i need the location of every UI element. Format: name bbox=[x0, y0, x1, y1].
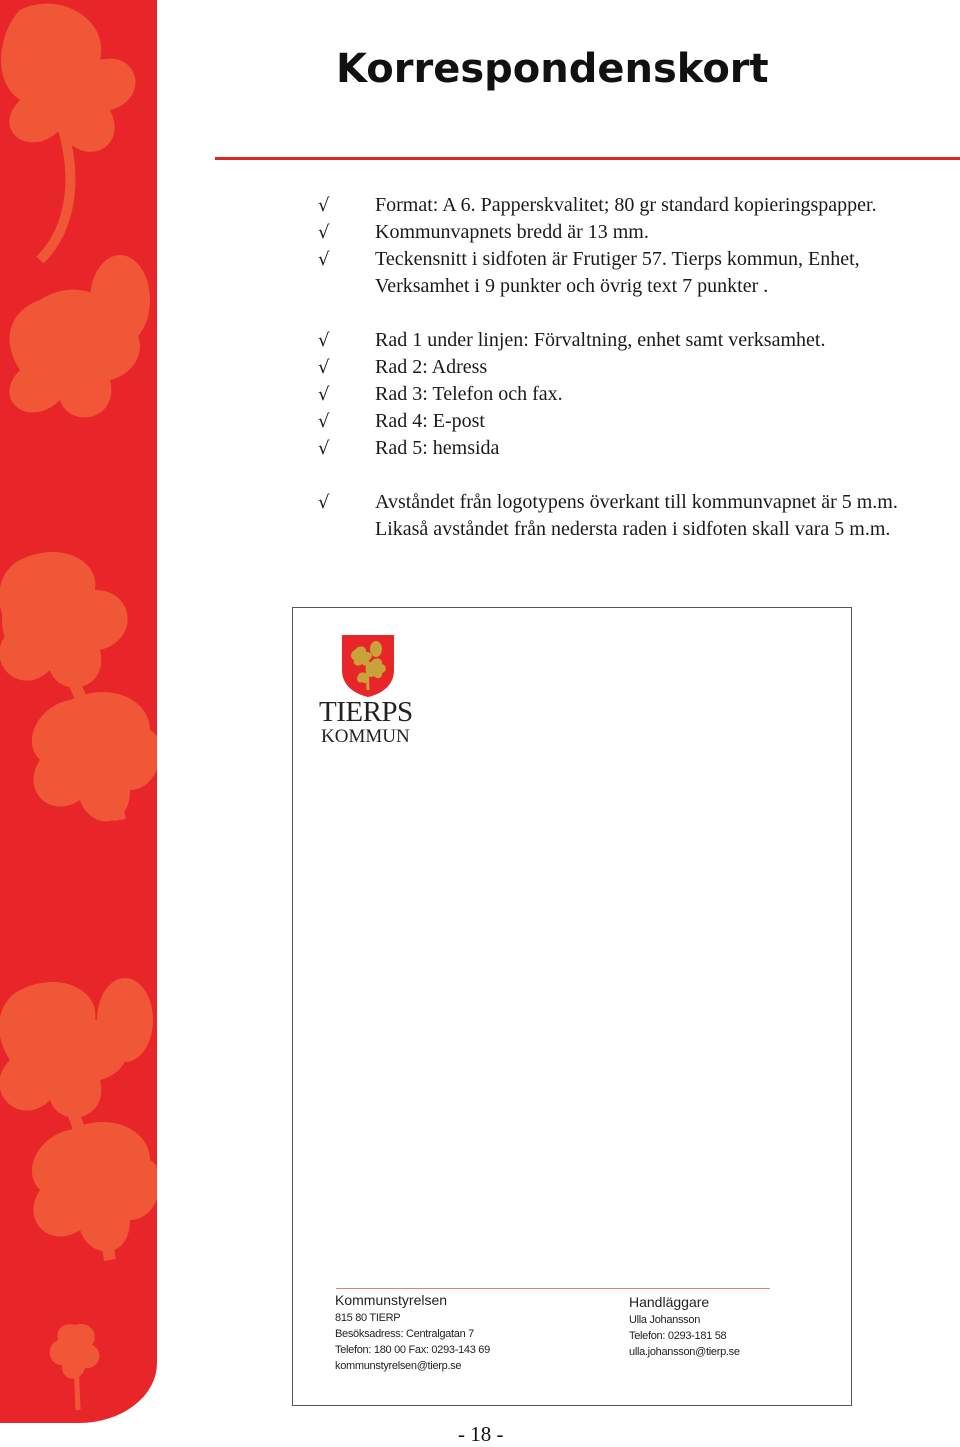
footer-sender-heading: Kommunstyrelsen bbox=[335, 1292, 448, 1308]
footer-divider bbox=[336, 1288, 770, 1289]
check-mark-icon: √ bbox=[318, 195, 330, 216]
check-mark-icon: √ bbox=[318, 222, 330, 243]
list-item-text: Verksamhet i 9 punkter och övrig text 7 punkter . bbox=[375, 275, 769, 297]
list-item bbox=[318, 219, 938, 246]
list-item bbox=[318, 192, 938, 219]
check-mark-icon: √ bbox=[318, 438, 330, 459]
footer-sender-line: kommunstyrelsen@tierp.se bbox=[335, 1360, 462, 1372]
list-item-text: Format: A 6. Papperskvalitet; 80 gr standard kopieringspapper. bbox=[375, 194, 877, 216]
logo-wordmark-line1: TIERPS bbox=[319, 696, 413, 728]
list-item bbox=[318, 327, 938, 354]
list-item-text: Likaså avståndet från nedersta raden i sidfoten skall vara 5 m.m. bbox=[375, 518, 891, 540]
list-item-text: Rad 1 under linjen: Förvaltning, enhet samt verksamhet. bbox=[375, 329, 826, 351]
list-item-text: Rad 3: Telefon och fax. bbox=[375, 383, 563, 405]
list-item bbox=[318, 354, 938, 381]
page-title: Korrespondenskort bbox=[336, 46, 769, 92]
footer-sender-line: 815 80 TIERP bbox=[335, 1312, 401, 1324]
check-mark-icon: √ bbox=[318, 384, 330, 405]
side-decor-band bbox=[0, 0, 157, 1423]
footer-handler-line: ulla.johansson@tierp.se bbox=[629, 1346, 740, 1358]
list-item-text: Rad 5: hemsida bbox=[375, 437, 500, 459]
check-mark-icon: √ bbox=[318, 411, 330, 432]
list-item bbox=[318, 489, 938, 516]
list-item bbox=[318, 408, 938, 435]
check-mark-icon: √ bbox=[318, 492, 330, 513]
footer-handler-line: Telefon: 0293-181 58 bbox=[629, 1330, 727, 1342]
list-item-text: Rad 4: E-post bbox=[375, 410, 485, 432]
title-divider bbox=[215, 157, 960, 160]
footer-sender-line: Besöksadress: Centralgatan 7 bbox=[335, 1328, 474, 1340]
spec-checklist bbox=[318, 192, 938, 543]
list-item-text: Avståndet från logotypens överkant till kommunvapnet är 5 m.m. bbox=[375, 491, 898, 513]
hop-pattern-icon bbox=[0, 0, 157, 1423]
list-item-continuation bbox=[318, 273, 938, 300]
list-item-text: Kommunvapnets bredd är 13 mm. bbox=[375, 221, 649, 243]
page-number: - 18 - bbox=[458, 1422, 504, 1446]
coat-of-arms-icon bbox=[341, 634, 395, 698]
footer-handler-line: Ulla Johansson bbox=[629, 1314, 701, 1326]
correspondence-card bbox=[292, 607, 852, 1406]
list-item-text: Teckensnitt i sidfoten är Frutiger 57. Tierps kommun, Enhet, bbox=[375, 248, 860, 270]
list-item bbox=[318, 381, 938, 408]
list-item bbox=[318, 246, 938, 273]
list-item-text: Rad 2: Adress bbox=[375, 356, 488, 378]
check-mark-icon: √ bbox=[318, 330, 330, 351]
footer-sender-block bbox=[335, 1290, 490, 1374]
check-mark-icon: √ bbox=[318, 357, 330, 378]
list-item-continuation bbox=[318, 516, 938, 543]
logo-wordmark-line2: KOMMUN bbox=[321, 726, 410, 747]
footer-handler-heading: Handläggare bbox=[629, 1294, 710, 1310]
list-item bbox=[318, 435, 938, 462]
check-mark-icon: √ bbox=[318, 249, 330, 270]
footer-sender-line: Telefon: 180 00 Fax: 0293-143 69 bbox=[335, 1344, 490, 1356]
footer-handler-block bbox=[629, 1292, 740, 1360]
